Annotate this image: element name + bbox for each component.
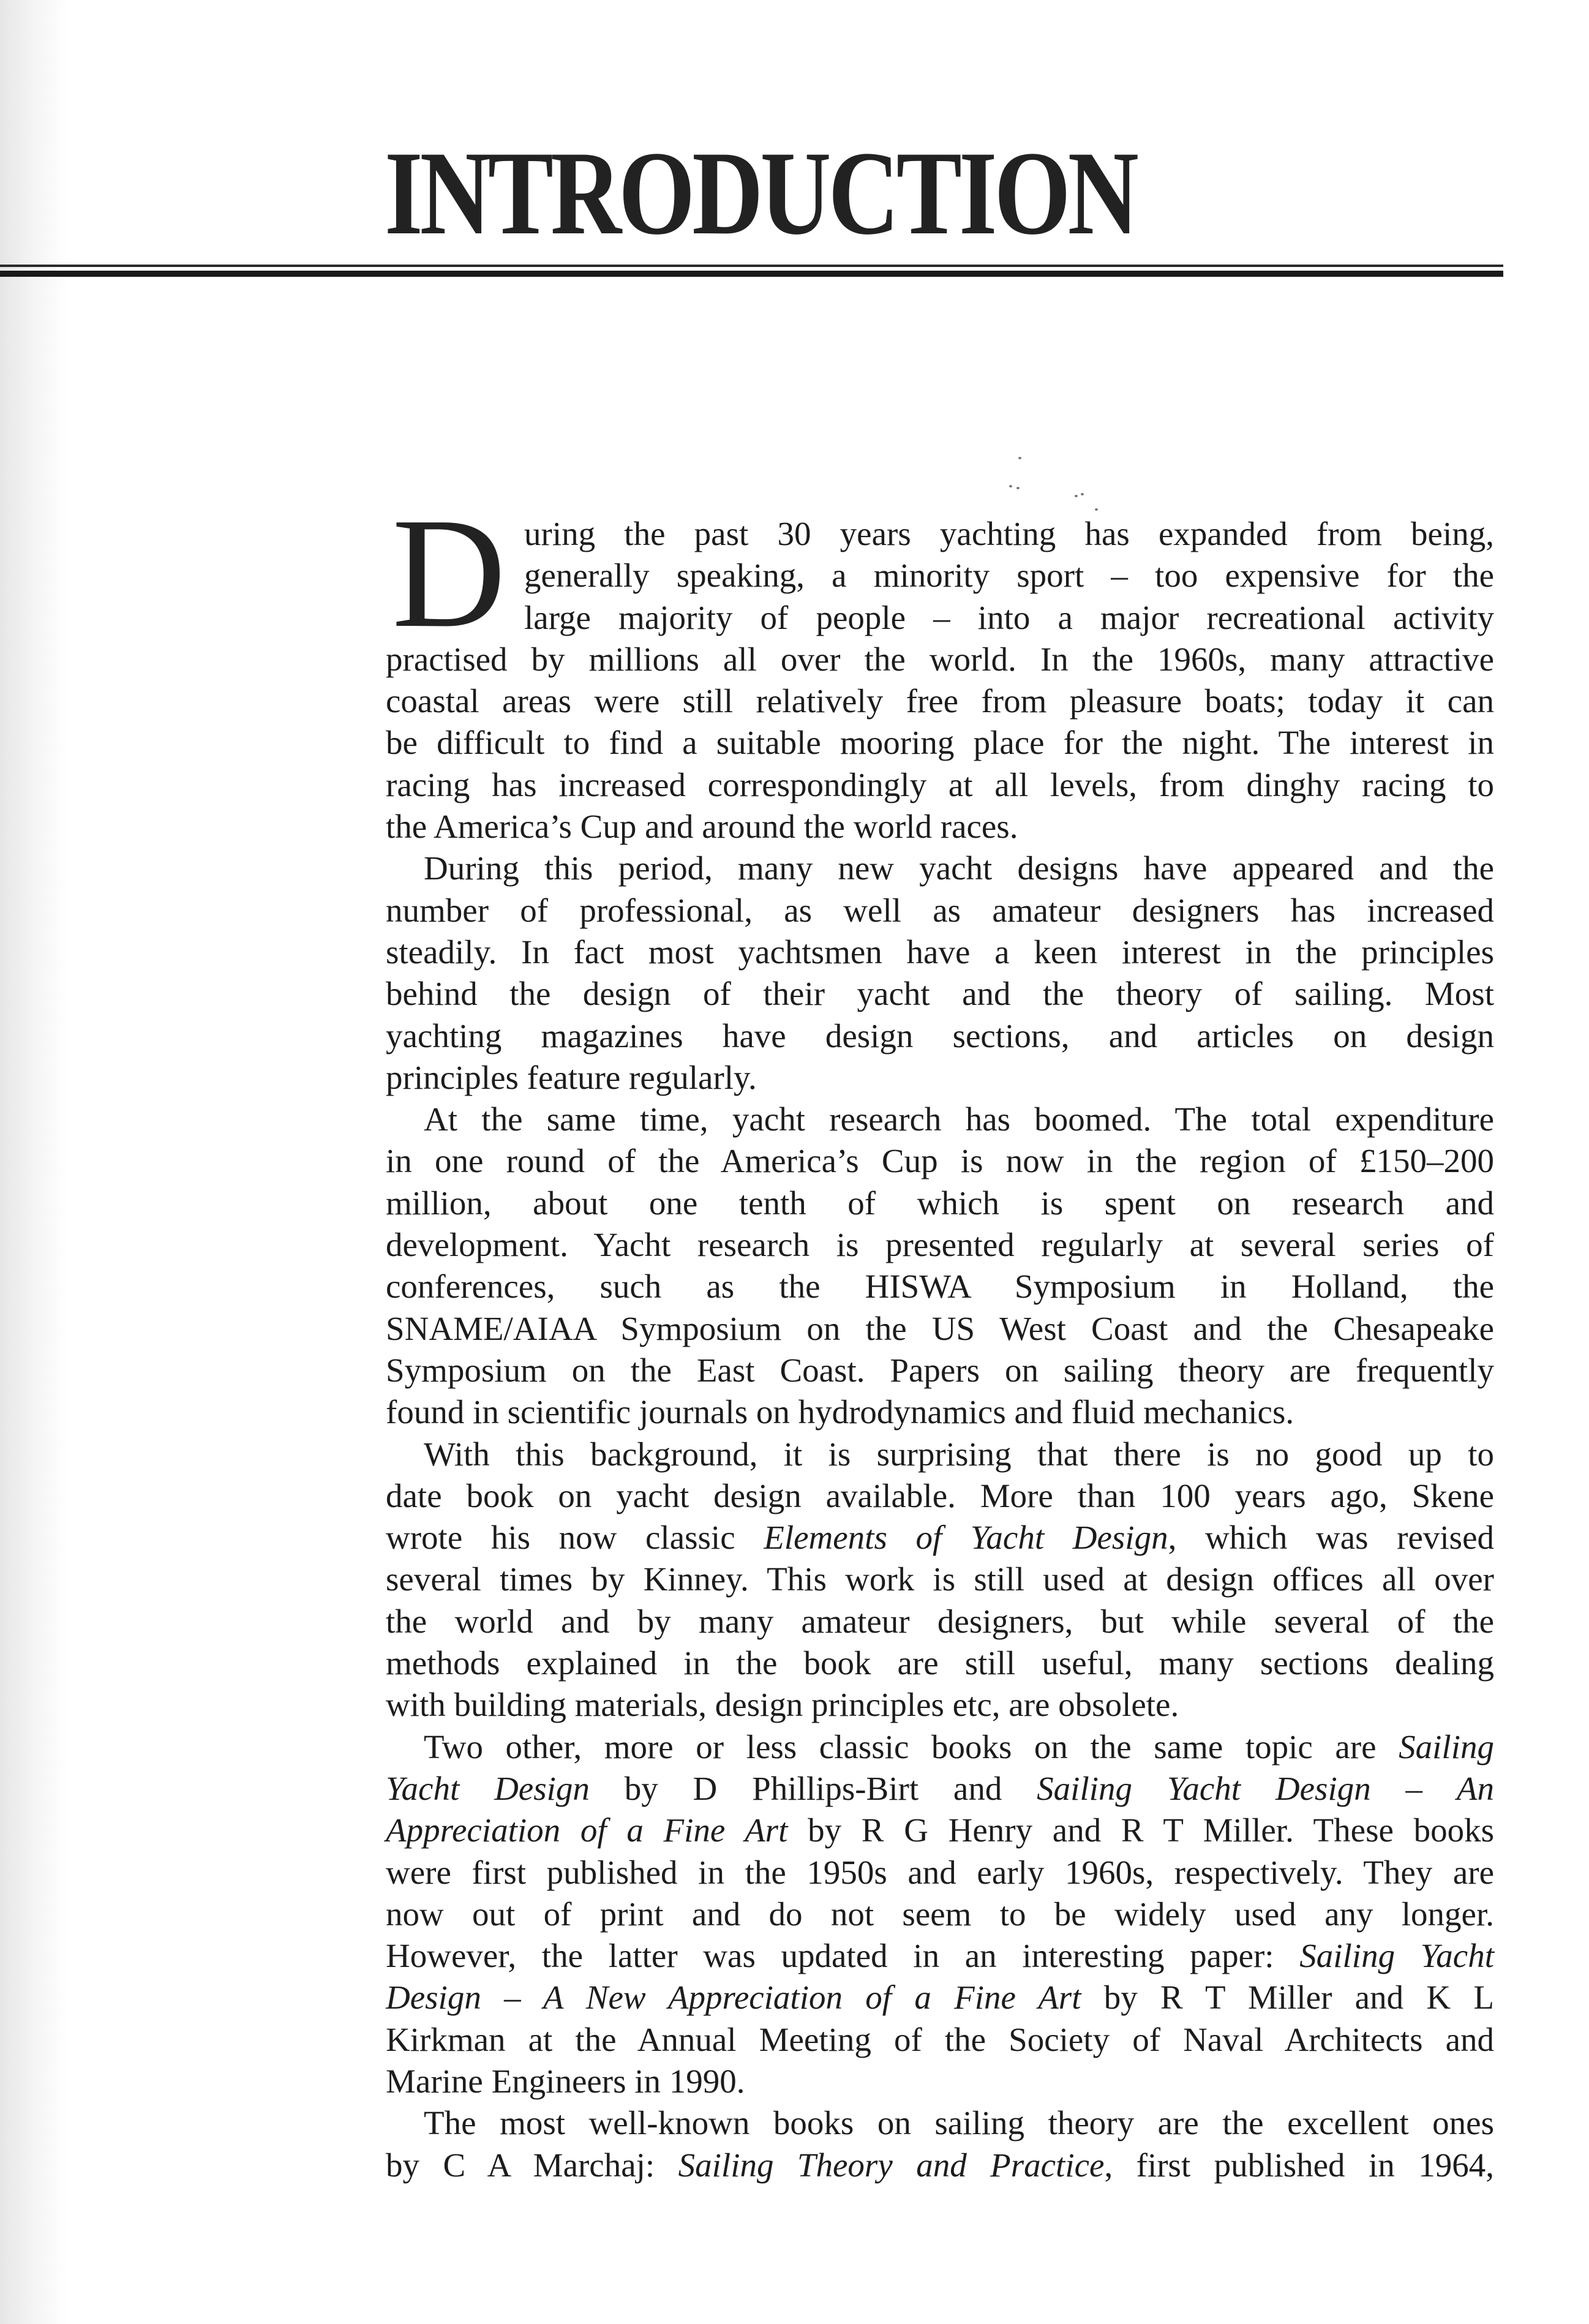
line-text: in one round of the America’s Cup is now in the region of £150–200 bbox=[386, 1142, 1494, 1180]
line-text: million, about one tenth of which is spent on research and bbox=[386, 1184, 1494, 1222]
text-line bbox=[386, 1559, 1494, 1600]
line-text: generally speaking, a minority sport – too expensive for the bbox=[524, 557, 1494, 595]
italic-title-text: Elements of Yacht Design bbox=[764, 1519, 1168, 1557]
text-line bbox=[386, 1768, 1494, 1810]
italic-title-text: Sailing Yacht Design – An bbox=[1037, 1769, 1494, 1807]
text-line bbox=[386, 2061, 1494, 2102]
italic-title-text: Design – A New Appreciation of a Fine Art bbox=[386, 1979, 1081, 2017]
text-line bbox=[386, 973, 1494, 1015]
text-line bbox=[386, 1935, 1494, 1977]
line-text: methods explained in the book are still useful, many sections dealing bbox=[386, 1644, 1494, 1682]
line-text: coastal areas were still relatively free from pleasure boats; today it can bbox=[386, 682, 1494, 720]
italic-title-text: Yacht Design bbox=[386, 1769, 590, 1807]
italic-title-text: Sailing Theory and Practice bbox=[678, 2146, 1105, 2184]
line-text: steadily. In fact most yachtsmen have a keen interest in the principles bbox=[386, 933, 1494, 971]
text-line bbox=[386, 1350, 1494, 1391]
text-line bbox=[386, 2145, 1494, 2186]
line-text: conferences, such as the HISWA Symposium in Holland, the bbox=[386, 1268, 1494, 1306]
line-text: with building materials, design principles etc, are obsolete. bbox=[386, 1686, 1179, 1724]
line-text: practised by millions all over the world. In the 1960s, many attractive bbox=[386, 640, 1494, 678]
text-line bbox=[386, 1057, 1494, 1099]
text-line bbox=[386, 722, 1494, 764]
line-text: date book on yacht design available. More than 100 years ago, Skene bbox=[386, 1476, 1494, 1514]
italic-title-text: Appreciation of a Fine Art bbox=[386, 1811, 788, 1849]
text-line bbox=[386, 848, 1494, 889]
text-line bbox=[386, 1140, 1494, 1182]
line-text: by D Phillips-Birt and bbox=[589, 1769, 1037, 1807]
text-line bbox=[386, 1099, 1494, 1140]
line-text: Symposium on the East Coast. Papers on sailing theory are frequently bbox=[386, 1351, 1494, 1389]
line-text: several times by Kinney. This work is still used at design offices all over bbox=[386, 1560, 1494, 1598]
text-line bbox=[386, 1810, 1494, 1851]
line-text: the world and by many amateur designers, but while several of the bbox=[386, 1602, 1494, 1640]
text-line bbox=[386, 931, 1494, 973]
line-text: Kirkman at the Annual Meeting of the Society of Naval Architects and bbox=[386, 2020, 1494, 2058]
line-text: were first published in the 1950s and early 1960s, respectively. They are bbox=[386, 1853, 1494, 1891]
line-text: , first published in 1964, bbox=[1104, 2146, 1494, 2184]
page-gutter-shadow bbox=[0, 0, 67, 2324]
text-line bbox=[386, 806, 1494, 848]
line-text: yachting magazines have design sections, and articles on design bbox=[386, 1017, 1494, 1055]
scan-specks bbox=[992, 441, 1114, 514]
title-rule-thin bbox=[0, 265, 1503, 267]
line-text: found in scientific journals on hydrodynamics and fluid mechanics. bbox=[386, 1393, 1294, 1431]
line-text: now out of print and do not seem to be widely used any longer. bbox=[386, 1895, 1494, 1933]
text-line bbox=[386, 1684, 1494, 1726]
line-text: behind the design of their yacht and the theory of sailing. Most bbox=[386, 975, 1494, 1013]
drop-cap: D bbox=[392, 485, 506, 660]
paragraph bbox=[386, 513, 1494, 848]
line-text: by C A Marchaj: bbox=[386, 2146, 678, 2184]
text-line bbox=[386, 680, 1494, 722]
text-line bbox=[386, 1977, 1494, 2018]
text-line bbox=[386, 1517, 1494, 1559]
line-text: racing has increased correspondingly at all levels, from dinghy racing to bbox=[386, 765, 1494, 803]
text-line bbox=[386, 2019, 1494, 2061]
line-text: wrote his now classic bbox=[386, 1519, 764, 1557]
line-text: principles feature regularly. bbox=[386, 1058, 757, 1096]
paragraph bbox=[386, 1726, 1494, 2103]
text-line bbox=[386, 1434, 1494, 1475]
text-line bbox=[386, 1308, 1494, 1350]
line-text: development. Yacht research is presented regularly at several series of bbox=[386, 1226, 1494, 1264]
text-line bbox=[386, 1642, 1494, 1684]
text-line bbox=[386, 555, 1494, 596]
paragraph bbox=[386, 1434, 1494, 1726]
line-text: by R G Henry and R T Miller. These books bbox=[787, 1811, 1495, 1849]
line-text: , which was revised bbox=[1168, 1519, 1494, 1557]
text-line bbox=[386, 1852, 1494, 1893]
line-text: The most well-known books on sailing theory are the excellent ones bbox=[424, 2104, 1494, 2142]
paragraph bbox=[386, 2102, 1494, 2186]
text-line bbox=[386, 513, 1494, 555]
line-text: During this period, many new yacht designs have appeared and the bbox=[424, 849, 1494, 887]
text-line bbox=[386, 1391, 1494, 1433]
line-text: be difficult to find a suitable mooring place for the night. The interest in bbox=[386, 724, 1494, 762]
line-text: Two other, more or less classic books on the same topic are bbox=[424, 1728, 1399, 1766]
text-line bbox=[386, 764, 1494, 806]
line-text: number of professional, as well as amateur designers has increased bbox=[386, 891, 1494, 929]
text-line bbox=[386, 1475, 1494, 1517]
text-line bbox=[386, 1224, 1494, 1266]
line-text: by R T Miller and K L bbox=[1081, 1979, 1494, 2017]
line-text: With this background, it is surprising that there is no good up to bbox=[424, 1435, 1494, 1473]
line-text: SNAME/AIAA Symposium on the US West Coast and the Chesapeake bbox=[386, 1309, 1494, 1347]
italic-title-text: Sailing bbox=[1399, 1728, 1494, 1766]
text-line bbox=[386, 597, 1494, 639]
text-line bbox=[386, 639, 1494, 680]
line-text: uring the past 30 years yachting has expanded from being, bbox=[524, 515, 1494, 552]
paragraph bbox=[386, 1099, 1494, 1433]
chapter-title: INTRODUCTION bbox=[385, 127, 1136, 260]
text-line bbox=[386, 890, 1494, 931]
paragraph bbox=[386, 848, 1494, 1099]
text-line bbox=[386, 1266, 1494, 1307]
italic-title-text: Sailing Yacht bbox=[1299, 1937, 1494, 1975]
text-line bbox=[386, 2102, 1494, 2144]
text-line bbox=[386, 1726, 1494, 1768]
title-rule-thick bbox=[0, 271, 1503, 277]
line-text: However, the latter was updated in an interesting paper: bbox=[386, 1937, 1300, 1975]
line-text: At the same time, yacht research has boomed. The total expenditure bbox=[424, 1100, 1494, 1138]
body-text bbox=[386, 513, 1494, 2186]
line-text: the America’s Cup and around the world races. bbox=[386, 808, 1018, 846]
text-line bbox=[386, 1601, 1494, 1642]
text-line bbox=[386, 1183, 1494, 1224]
line-text: Marine Engineers in 1990. bbox=[386, 2062, 745, 2100]
text-line bbox=[386, 1015, 1494, 1057]
text-line bbox=[386, 1893, 1494, 1935]
line-text: large majority of people – into a major recreational activity bbox=[524, 598, 1494, 636]
